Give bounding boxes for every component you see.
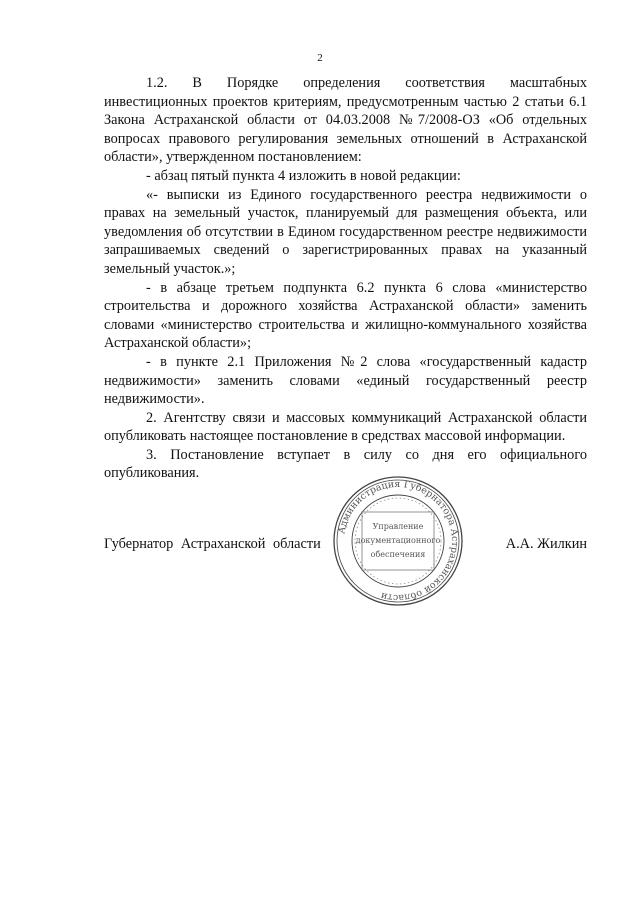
paragraph-quote: «- выписки из Единого государственного реестра недвижимости о правах на земельный участок, планируемый для размещения объекта, или уведомления об отсутствии в Едином государственном реестре недвижимости запрашиваемых сведений о зарегистрированных правах на указанный земельный участок.»;	[104, 186, 587, 277]
seal-center-line-1: Управление	[372, 522, 424, 531]
seal-center-line-3: обеспечения	[370, 550, 426, 559]
seal-ring-text: Администрация Губернатора Астраханской области	[336, 478, 461, 604]
seal-center-line-2: документационного	[355, 536, 441, 545]
paragraph-item-2-1: - в пункте 2.1 Приложения №2 слова «государственный кадастр недвижимости» заменить словами «единый государственный реестр недвижимости».	[104, 353, 587, 408]
official-seal	[331, 474, 465, 608]
page-number: 2	[317, 52, 323, 64]
paragraph-3: 3. Постановление вступает в силу со дня его официального опубликования.	[104, 446, 587, 482]
signatory-position: Губернатор Астраханской области	[104, 536, 321, 552]
document-body	[104, 74, 587, 483]
signatory-name: А.А. Жилкин	[505, 536, 587, 552]
paragraph-item-4: - абзац пятый пункта 4 изложить в новой редакции:	[146, 167, 461, 184]
paragraph-1-2: 1.2. В Порядке определения соответствия масштабных инвестиционных проектов критериям, предусмотренным частью 2 статьи 6.1 Закона Астраханской области от 04.03.2008 №7/2008-ОЗ «Об отдельных вопросах правового регулирования земельных отношений в Астраханской области», утвержденном постановлением:	[104, 75, 587, 166]
paragraph-item-6-2: - в абзаце третьем подпункта 6.2 пункта 6 слова «министерство строительства и дорожного хозяйства Астраханской области» заменить словами «министерство строительства и жилищно-коммунального хозяйства Астраханской области»;	[104, 279, 587, 352]
paragraph-2: 2. Агентству связи и массовых коммуникаций Астраханской области опубликовать настоящее постановление в средствах массовой информации.	[104, 409, 587, 445]
